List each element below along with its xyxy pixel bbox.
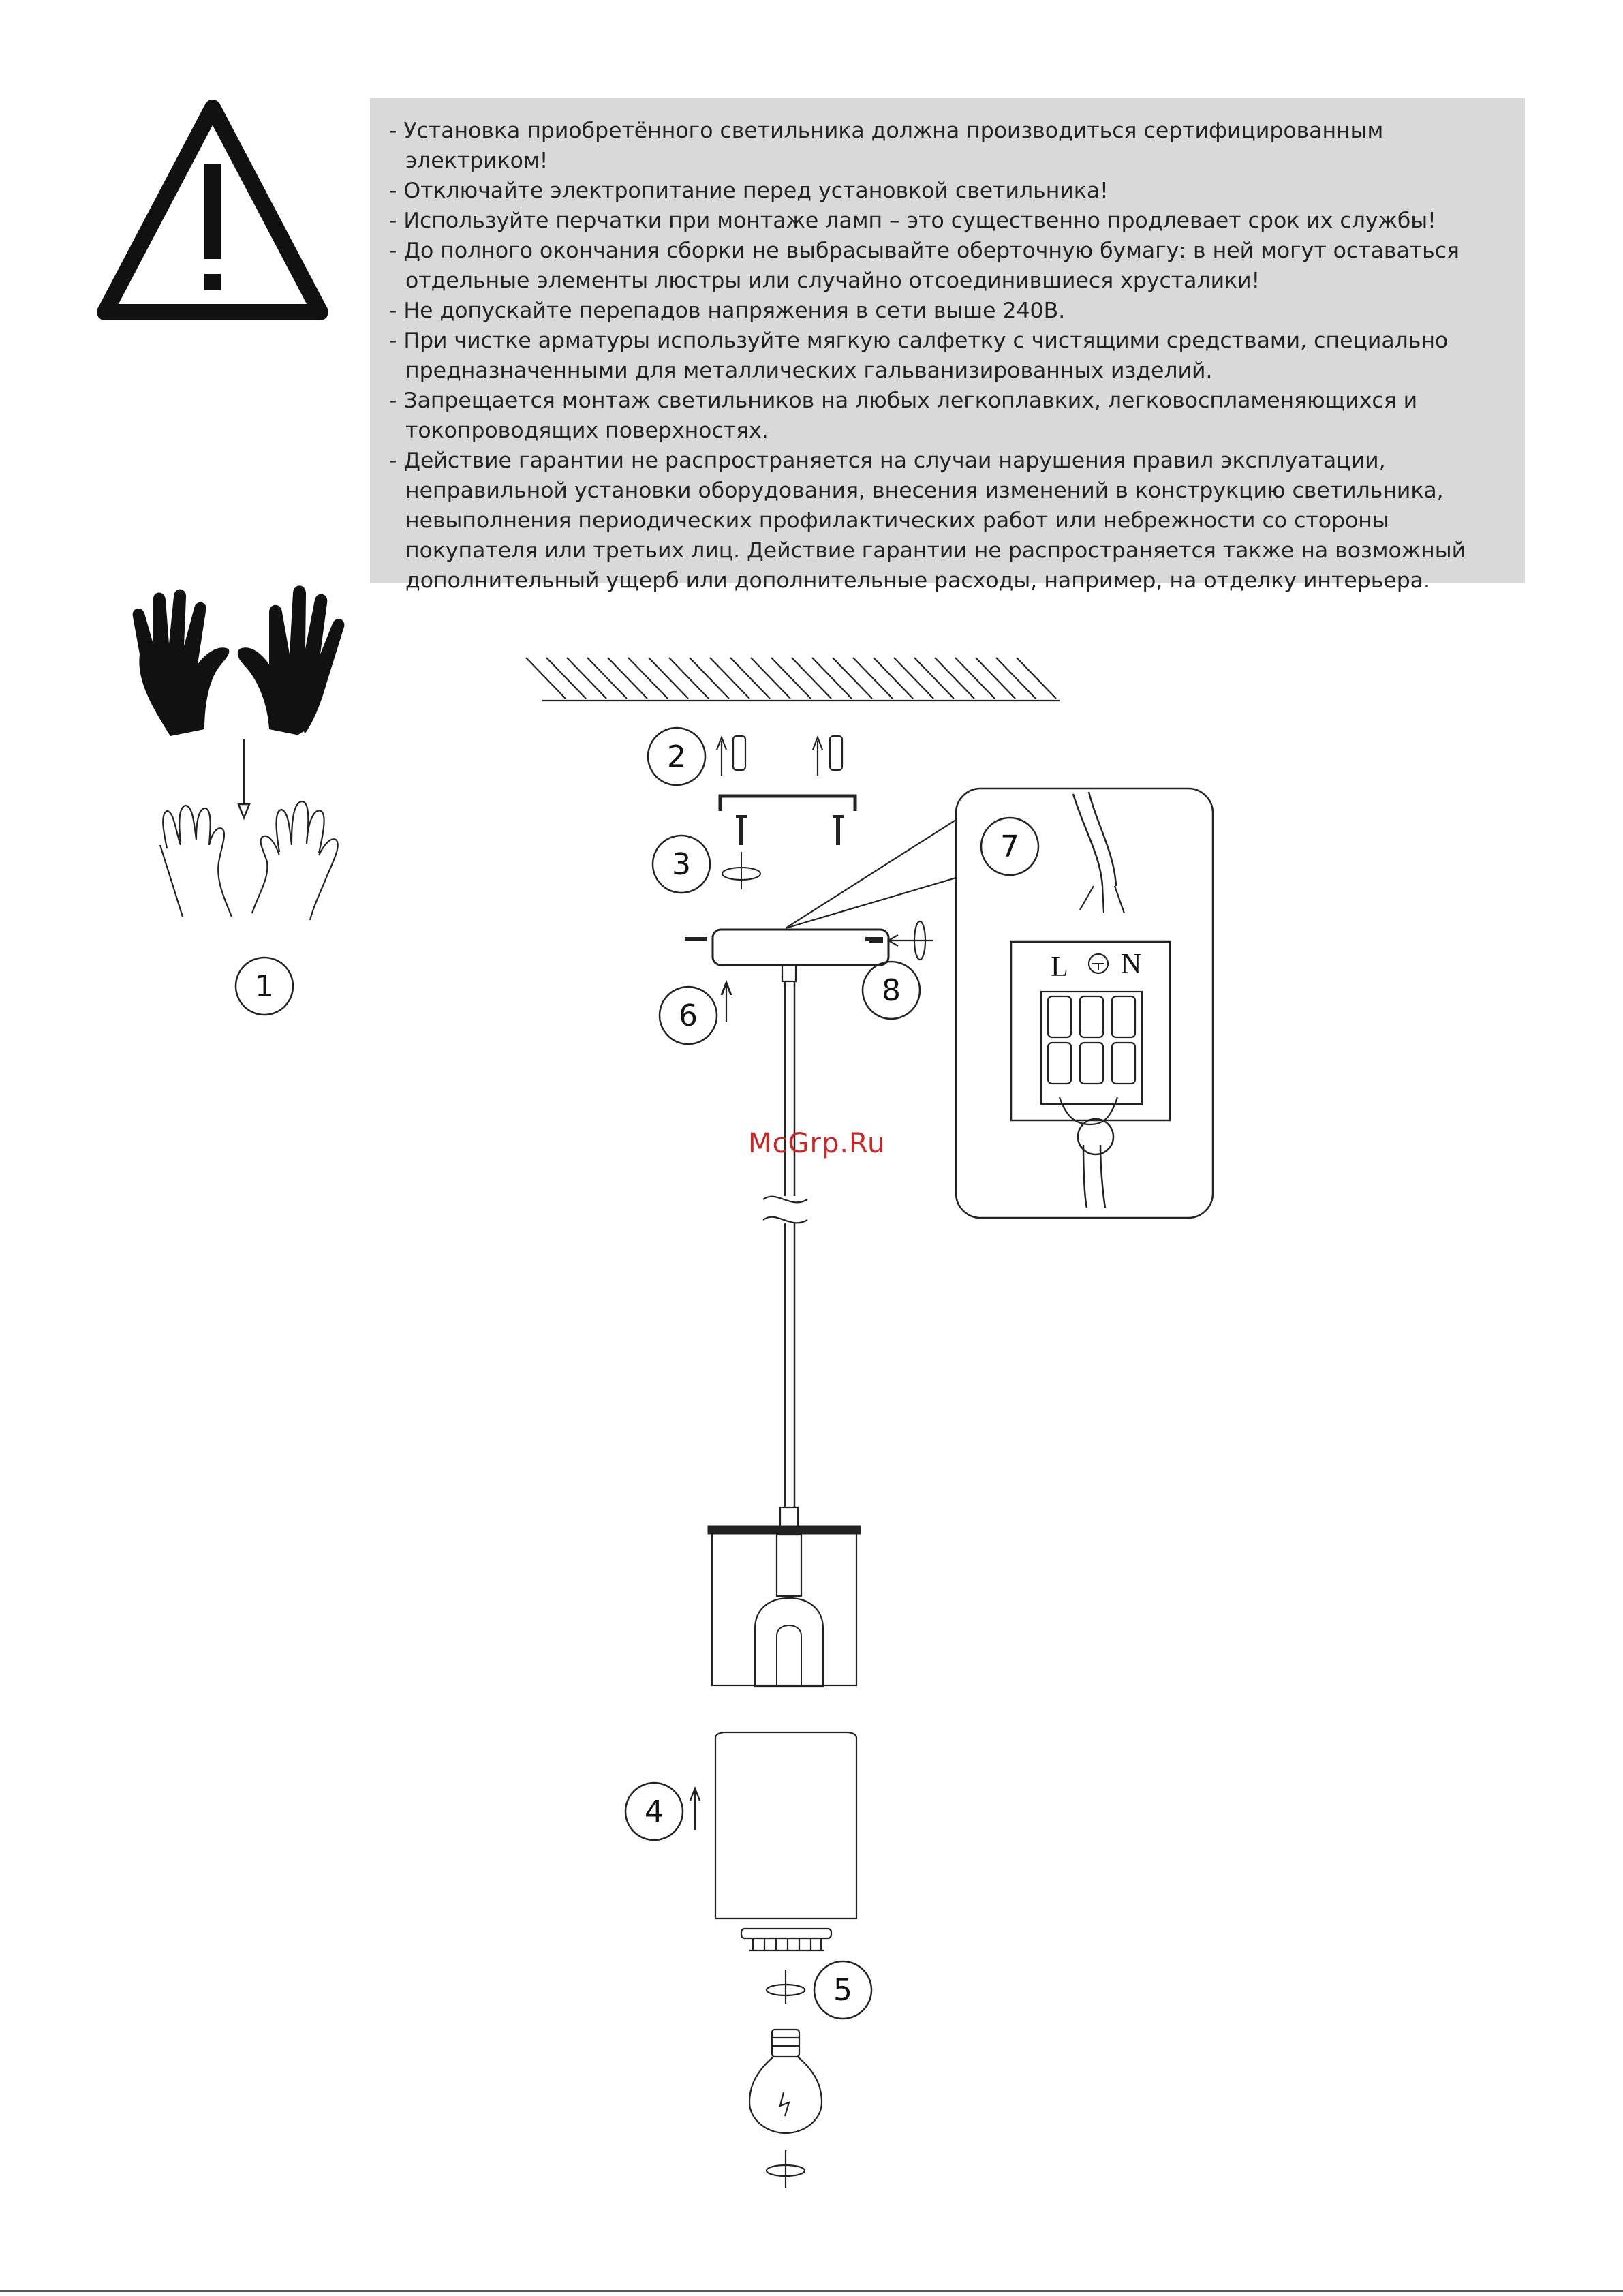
gloves-icon: [133, 585, 345, 736]
notice-item: - Используйте перчатки при монтаже ламп – это существенно продлевает срок их службы!: [389, 209, 1436, 233]
step-3-label: 3: [672, 847, 691, 882]
page-bottom-rule: [0, 2290, 1623, 2292]
notice-item: - Отключайте электропитание перед установкой светильника!: [389, 179, 1109, 203]
step-7-label: 7: [1000, 829, 1019, 864]
ring-nut: [741, 1929, 831, 2004]
lamp-shade-assembled: [709, 1507, 860, 1687]
notice-item: - При чистке арматуры используйте мягкую салфетку с чистящими средствами, специально предназначенными для металлических гальванизированных изделий.: [389, 328, 1449, 383]
ceiling-icon: [526, 658, 1060, 701]
screws-icon: [722, 816, 844, 889]
step-2-label: 2: [667, 739, 686, 774]
notice-item: - До полного окончания сборки не выбрасывайте оберточную бумагу: в ней могут оставаться отдельные элементы люстры или случайно отсоединившиеся хрусталики!: [389, 239, 1459, 293]
notice-item: - Действие гарантии не распространяется на случаи нарушения правил эксплуатации, неправильной установки оборудования, внесения изменений в конструкцию светильника, невыполнения периодических профилактических работ или небрежности со стороны покупателя или третьих лиц. Действие гарантии не распространяется также на возможный дополнительный ущерб или дополнительные расходы, например, на отделку интерьера.: [389, 448, 1466, 593]
notice-item: - Запрещается монтаж светильников на любых легкоплавких, легковоспламеняющихся и токопроводящих поверхностях.: [389, 388, 1418, 443]
light-bulb-icon: [749, 2030, 822, 2188]
hands-icon: [160, 801, 338, 920]
mounting-bracket: [720, 796, 855, 811]
notice-item: - Установка приобретённого светильника должна производиться сертифицированным электриком!: [389, 119, 1384, 173]
step-8-label: 8: [882, 973, 901, 1008]
step-1-label: 1: [255, 969, 274, 1004]
live-terminal-label: L: [1051, 951, 1068, 983]
suspension-cable: [763, 981, 807, 1507]
step-4-label: 4: [645, 1794, 664, 1829]
wall-plugs-icon: [717, 736, 842, 776]
notice-item: - Не допускайте перепадов напряжения в сети выше 240В.: [389, 299, 1066, 323]
watermark: McGrp.Ru: [748, 1128, 886, 1159]
terminal-block-detail: [956, 789, 1213, 1218]
step-6-label: 6: [679, 998, 698, 1033]
step-5-label: 5: [833, 1973, 852, 2008]
set-screw-icon: [869, 921, 933, 960]
neutral-terminal-label: N: [1120, 949, 1142, 980]
glass-shade: [690, 1732, 856, 1918]
